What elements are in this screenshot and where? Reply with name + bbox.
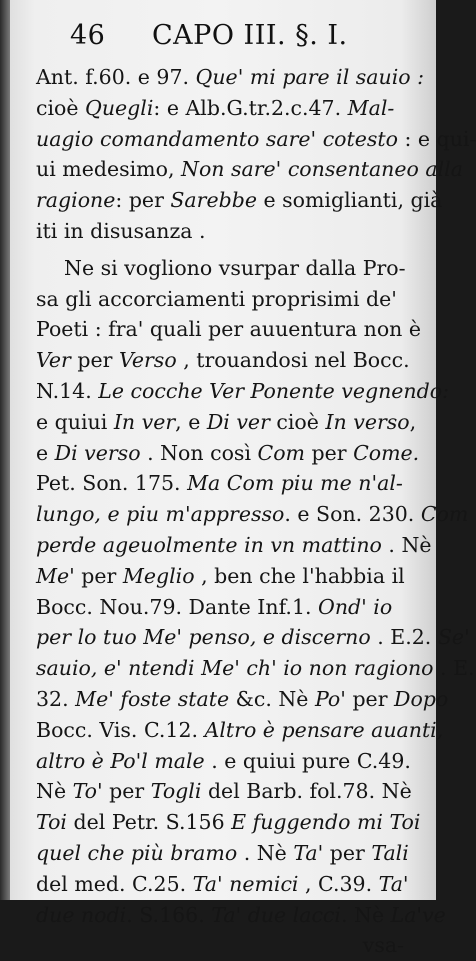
italic-text-run: Meglio — [122, 563, 195, 588]
page-header — [60, 20, 416, 56]
text-run: : per — [115, 188, 171, 213]
italic-text-run: Verso — [118, 348, 177, 373]
page-gutter-shadow — [0, 0, 10, 900]
italic-text-run: La've — [390, 902, 446, 927]
text-line — [36, 216, 428, 247]
italic-text-run: perde ageuolmente in vn mattino — [36, 532, 382, 557]
text-run: iti in disusanza . — [36, 218, 206, 243]
text-run: sa gli accorciamenti proprisimi de' — [36, 286, 397, 311]
text-line — [36, 684, 449, 715]
text-line — [36, 746, 428, 777]
text-run: , ben che l'habbia il — [194, 563, 405, 588]
text-line — [36, 561, 428, 592]
italic-text-run: Come. — [353, 440, 420, 465]
text-run: vsa- — [362, 933, 404, 958]
text-line — [36, 345, 428, 376]
text-run: , C.39. — [298, 871, 379, 896]
italic-text-run: Quegli — [85, 95, 154, 120]
text-run: per — [70, 348, 119, 373]
italic-text-run: Com — [420, 502, 469, 527]
text-run: 32. — [36, 686, 76, 711]
text-body — [36, 62, 476, 961]
text-line — [36, 376, 450, 407]
text-run: : e Alb.G.tr.2.c.47. — [153, 95, 348, 120]
text-run: . Nè — [237, 840, 294, 865]
italic-text-run: Sarebbe — [170, 188, 257, 213]
text-line — [36, 284, 428, 315]
text-run: Poeti : fra' quali per auuentura non è — [36, 317, 422, 342]
text-line — [36, 838, 428, 869]
text-line — [36, 124, 476, 155]
text-line — [36, 622, 470, 653]
italic-text-run: per lo tuo Me' penso, e discerno — [36, 625, 371, 650]
text-run: per — [345, 686, 395, 711]
italic-text-run: Non sare' consentaneo alla — [181, 157, 463, 182]
italic-text-run: Di ver — [206, 409, 270, 434]
text-run: del Barb. fol.78. Nè — [201, 779, 412, 804]
catchword — [36, 930, 428, 961]
text-run: per — [74, 563, 123, 588]
text-line — [36, 807, 428, 838]
text-run: Bocc. Nou.79. Dante Inf.1. — [36, 594, 319, 619]
italic-text-run: sauio, e' ntendi Me' ch' io non ragiono — [36, 656, 434, 681]
text-line — [36, 592, 428, 623]
text-run: per — [102, 779, 151, 804]
text-run: N.14. — [36, 378, 99, 403]
text-run: &c. Nè — [229, 686, 315, 711]
italic-text-run: ragione — [36, 188, 116, 213]
italic-text-run: In ver — [113, 409, 176, 434]
italic-text-run: To' — [72, 779, 103, 804]
text-run: per — [304, 440, 354, 465]
italic-text-run: Ma Com piu me n'al- — [187, 471, 403, 496]
text-run: del Petr. S.156 — [66, 810, 232, 835]
italic-text-run: Dopo — [394, 686, 449, 711]
text-run: Pet. Son. 175. — [36, 471, 188, 496]
italic-text-run: due nodi — [36, 902, 127, 927]
italic-text-run: Ta' — [293, 840, 324, 865]
text-line — [36, 62, 428, 93]
text-line — [36, 154, 463, 185]
text-run: : e qui- — [397, 126, 476, 151]
text-line — [36, 776, 428, 807]
text-line — [36, 93, 428, 124]
text-run: e somiglianti, già — [256, 188, 443, 213]
text-run: . Nè — [381, 532, 432, 557]
text-run: . Non così — [140, 440, 258, 465]
text-line — [36, 438, 428, 469]
italic-text-run: Ta' nemici — [192, 871, 299, 896]
text-run: Nè — [36, 779, 73, 804]
text-line — [36, 715, 444, 746]
text-run: cioè — [269, 409, 326, 434]
text-run: ui medesimo, — [36, 157, 181, 182]
text-line — [36, 407, 428, 438]
text-run: , — [409, 409, 417, 434]
italic-text-run: lungo, e piu m'appresso — [36, 502, 285, 527]
text-run: . E.2. — [370, 625, 438, 650]
text-run: per — [323, 840, 372, 865]
italic-text-run: Mal- — [347, 95, 395, 120]
running-title: CAPO III. §. I. — [152, 20, 348, 51]
text-run: . e quiui pure C.49. — [204, 748, 411, 773]
text-run: . E. — [433, 656, 475, 681]
italic-text-run: Togli — [150, 779, 202, 804]
italic-text-run: Com — [257, 440, 305, 465]
text-line — [36, 314, 428, 345]
italic-text-run: Se' — [437, 625, 470, 650]
text-line — [36, 530, 432, 561]
text-run: , trouandosi nel Bocc. — [176, 348, 410, 373]
text-line — [36, 900, 446, 931]
italic-text-run: Tali — [371, 840, 409, 865]
italic-text-run: uagio comandamento sare' cotesto — [36, 126, 398, 151]
italic-text-run: altro è Po'l male — [36, 748, 205, 773]
text-line — [36, 499, 469, 530]
text-run: , e — [175, 409, 207, 434]
italic-text-run: Le cocche Ver Ponente vegnendo: — [98, 378, 450, 403]
text-line — [36, 185, 443, 216]
italic-text-run: Po' — [314, 686, 346, 711]
italic-text-run: Me' — [36, 563, 75, 588]
italic-text-run: Altro è pensare auanti, — [204, 717, 444, 742]
italic-text-run: Toi — [36, 810, 67, 835]
italic-text-run: Ta' — [378, 871, 409, 896]
italic-text-run: Que' mi pare il sauio : — [195, 65, 425, 89]
text-run: Ant. f.60. e 97. — [36, 65, 196, 89]
italic-text-run: E fuggendo mi Toi — [231, 810, 421, 835]
italic-text-run: Ta' due lacci — [211, 902, 341, 927]
italic-text-run: Ond' io — [318, 594, 393, 619]
text-run: . Nè — [340, 902, 391, 927]
text-run: . S.166. — [126, 902, 212, 927]
text-line — [36, 253, 428, 284]
text-run: e — [36, 440, 55, 465]
text-line — [36, 869, 428, 900]
text-run: cioè — [36, 95, 86, 120]
text-run: Ne si vogliono vsurpar dalla Pro- — [64, 255, 406, 280]
italic-text-run: Di verso — [54, 440, 141, 465]
text-line — [36, 468, 428, 499]
italic-text-run: quel che più bramo — [36, 840, 238, 865]
text-run: e quiui — [36, 409, 114, 434]
text-run: del med. C.25. — [36, 871, 193, 896]
text-line — [36, 653, 475, 684]
page-number: 46 — [70, 20, 106, 51]
text-run: . e Son. 230. — [284, 502, 421, 527]
italic-text-run: In verso — [325, 409, 410, 434]
italic-text-run: Ver — [36, 348, 71, 373]
text-run: Bocc. Vis. C.12. — [36, 717, 205, 742]
italic-text-run: Me' foste state — [75, 686, 230, 711]
